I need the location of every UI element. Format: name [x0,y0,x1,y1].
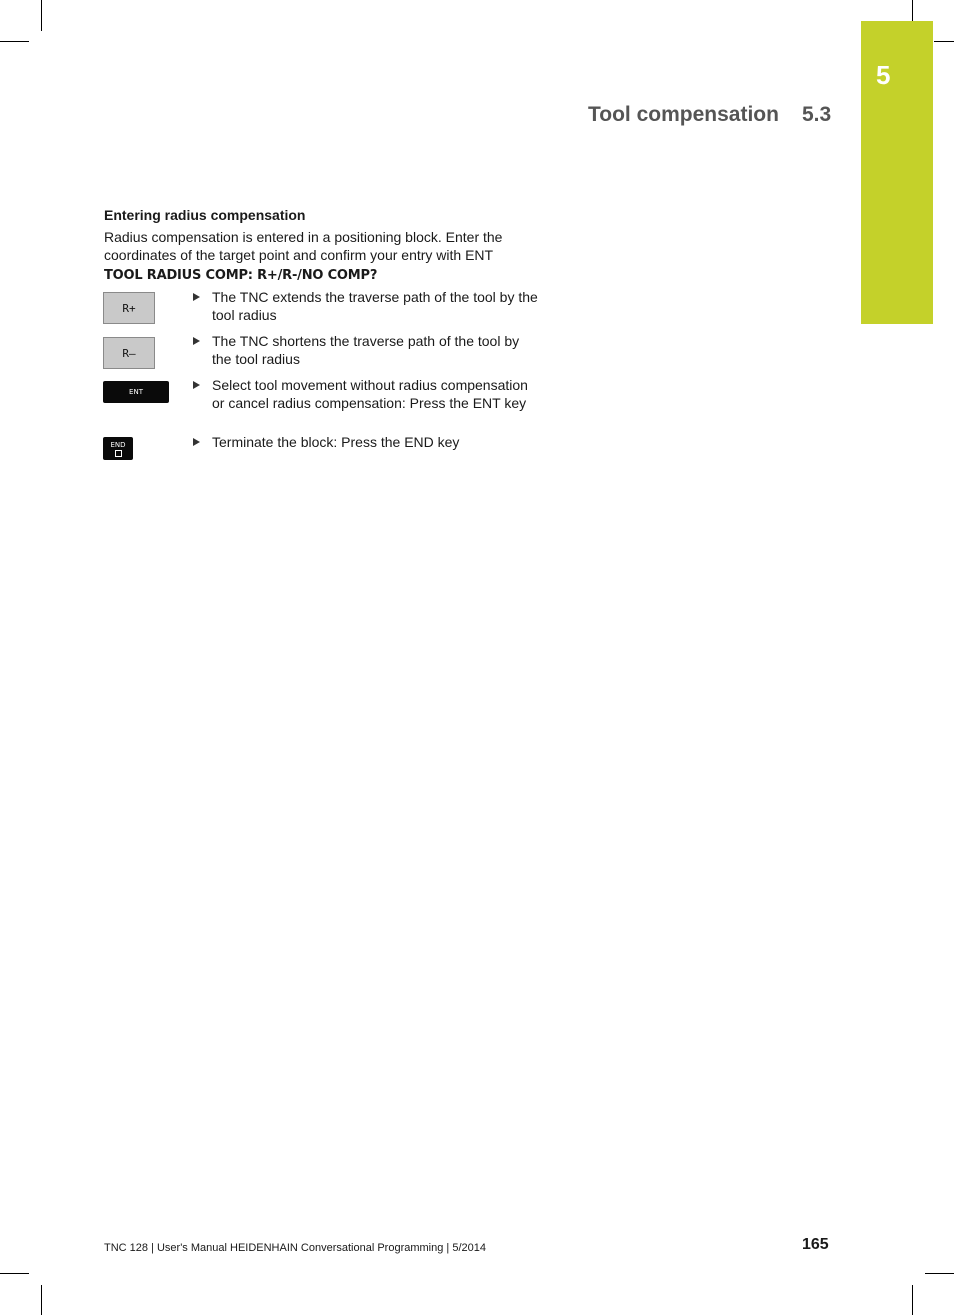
crop-mark [41,1285,42,1315]
page-number: 165 [802,1236,829,1253]
step-arrow-icon [193,438,200,446]
subheading: Entering radius compensation [104,207,306,223]
end-key [103,437,133,460]
crop-mark [925,1273,954,1274]
step-text: The TNC extends the traverse path of the tool by the tool radius [212,289,538,323]
footer-text: TNC 128 | User's Manual HEIDENHAIN Conversational Programming | 5/2014 [104,1242,486,1254]
step-text: Terminate the block: Press the END key [212,434,460,450]
section-title: Tool compensation [588,103,779,126]
crop-mark [41,0,42,31]
crop-mark [934,41,954,42]
intro-paragraph: Radius compensation is entered in a positioning block. Enter the coordinates of the target point and confirm your entry with ENT [104,229,503,263]
step-text: The TNC shortens the traverse path of the tool by the tool radius [212,333,520,367]
section-number: 5.3 [802,103,832,126]
r-plus-key: R+ [103,292,155,324]
end-key-label: END [110,440,126,449]
crop-mark [912,0,913,21]
step-arrow-icon [193,293,200,301]
crop-mark [0,41,29,42]
step-text: Select tool movement without radius compensation or cancel radius compensation: Press the ENT key [212,377,528,411]
crop-mark [912,1285,913,1315]
step-arrow-icon [193,381,200,389]
chapter-number: 5 [876,60,891,90]
dialog-prompt: TOOL RADIUS COMP: R+/R-/NO COMP? [104,268,378,283]
end-square-icon [115,450,122,457]
r-minus-key: R– [103,337,155,369]
step-arrow-icon [193,337,200,345]
chapter-tab [861,21,933,324]
crop-mark [0,1273,29,1274]
ent-key: ENT [103,381,169,403]
